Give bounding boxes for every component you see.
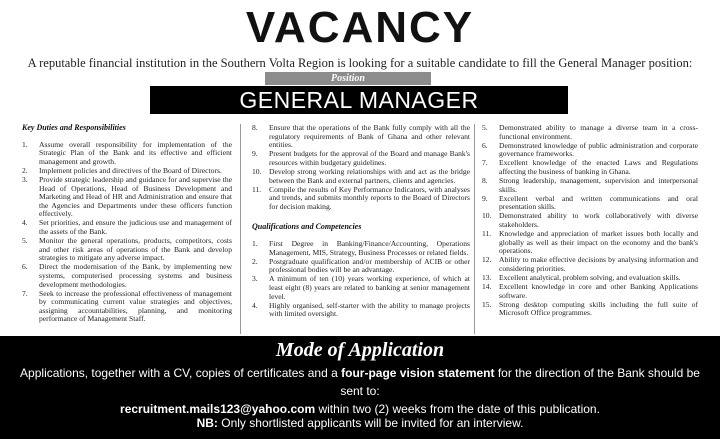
list-item [482,124,698,141]
position-title-banner: GENERAL MANAGER [150,86,568,114]
list-item-number: 10. [252,166,262,176]
column-divider [240,124,241,334]
list-item-text: Demonstrated ability to work collaboratively with diverse stakeholders. [499,211,698,230]
list-item [22,237,232,263]
list-item [252,258,470,275]
apply-text-3: within two (2) weeks from the date of this publication. [315,402,600,416]
duties-column-2 [252,124,470,319]
vacancy-title: VACANCY [245,3,475,52]
list-item-text: Ability to make effective decisions by analysing information and considering priorities. [499,255,698,273]
list-item [22,176,232,219]
list-item-text: Monitor the general operations, products, competitors, costs and other risk areas of operations of the Bank and develop strategies to mitigate any adverse impact. [39,236,232,263]
qualifications-list [252,240,470,319]
list-item-text: Demonstrated ability to manage a diverse team in a cross-functional environment. [499,123,698,141]
list-item-text: Direct the modernisation of the Bank, by implementing new systems, computerised processing systems and business development methodologies. [39,262,232,289]
application-instructions [20,364,700,418]
list-item-text: Strong desktop computing skills including the full suite of Microsoft Office programmes. [499,299,698,318]
list-item-text: First Degree in Banking/Finance/Accounting, Operations Management, MIS, Strategy, Business Processes or related fields. [269,239,470,257]
list-item-text: Excellent knowledge in core and other Banking Applications software. [499,282,698,300]
list-item-number: 7. [22,288,28,298]
list-item-number: 5. [22,236,28,246]
list-item [252,275,470,301]
application-footer [0,336,720,439]
list-item-number: 4. [252,300,258,310]
list-item [482,142,698,159]
shortlist-note [0,415,720,431]
list-item-number: 1. [22,139,28,149]
qualifications-heading: Qualifications and Competencies [252,222,362,232]
apply-text-2: for the direction of the Bank should be sent to: [340,366,700,398]
position-label: Position [265,72,431,85]
column-divider [474,124,475,334]
list-item-text: Seek to increase the professional effectiveness of management by communicating current value strategies and objectives, assigning accountabilities, planning, and monitoring performance of Management Staff. [39,288,232,324]
list-item-number: 7. [482,158,488,168]
list-item-number: 6. [22,262,28,272]
note-label: NB: [196,416,218,430]
list-item-number: 5. [482,123,488,132]
list-item-number: 9. [482,193,488,203]
list-item [252,186,470,212]
list-item-text: Knowledge and appreciation of market issues both locally and globally as well as their impact on the economy and the bank's operations. [499,229,698,256]
duties-list-continued [252,124,470,211]
apply-text-1: Applications, together with a CV, copies of certificates and a [20,366,342,380]
list-item-text: Highly organised, self-starter with the ability to manage projects with limited oversight. [269,300,470,319]
list-item-number: 15. [482,299,492,309]
list-item-number: 13. [482,273,492,283]
list-item-number: 2. [252,256,258,266]
mode-of-application-heading: Mode of Application [275,339,445,361]
list-item [482,159,698,176]
list-item-text: Ensure that the operations of the Bank fully comply with all the regulatory requirements of Bank of Ghana and other relevant entities. [269,123,470,150]
list-item-number: 8. [252,123,258,132]
list-item [22,219,232,236]
list-item [22,141,232,167]
list-item [22,290,232,324]
list-item-text: Set priorities, and ensure the judicious use and management of the assets of the Bank. [39,218,232,237]
list-item-number: 6. [482,140,488,150]
list-item-text: Present budgets for the approval of the Board and manage Bank's resources within budgetary guidelines. [269,149,470,167]
note-text: Only shortlisted applicants will be invited for an interview. [217,416,524,430]
list-item-number: 4. [22,218,28,228]
list-item-text: Assume overall responsibility for implementation of the Strategic Plan of the Bank and its effective and efficient management and growth. [39,139,232,166]
list-item-number: 14. [482,282,492,292]
list-item-number: 10. [482,211,492,221]
list-item [252,240,470,257]
list-item [482,212,698,229]
list-item-text: Excellent knowledge of the enacted Laws and Regulations affecting the business of banking in Ghana. [499,158,698,176]
list-item-text: Implement policies and directives of the Board of Directors. [39,165,222,175]
list-item-number: 12. [482,255,492,265]
list-item-text: Demonstrated knowledge of public administration and corporate governance frameworks. [499,140,698,159]
intro-text: A reputable financial institution in the Southern Volta Region is looking for a suitable candidate to fill the General Manager position: [27,56,693,70]
qualifications-column [482,124,698,319]
list-item-text: Postgraduate qualification and/or membership of ACIB or other professional bodies will be an advantage. [269,256,470,275]
list-item-number: 2. [22,165,28,175]
list-item-number: 3. [252,274,258,284]
list-item-number: 8. [482,176,488,186]
list-item [22,263,232,289]
list-item-text: Provide strategic leadership and guidance for and supervise the Head of Operations, Head of Business Development and Marketing and Head of HR and Administration and ensure that the Agencies and Departments under these officers function effectively. [39,174,232,219]
list-item-text: Compile the results of Key Performance Indicators, with analyses and trends, and submits monthly reports to the Board of Directors for decision making. [269,184,470,211]
list-item [482,256,698,273]
qualifications-list-continued [482,124,698,318]
duties-list [22,141,232,324]
list-item-number: 3. [22,174,28,184]
list-item-text: Excellent verbal and written communications and oral presentation skills. [499,193,698,212]
application-email[interactable]: recruitment.mails123@yahoo.com [120,402,316,416]
list-item [482,230,698,256]
list-item [482,301,698,318]
list-item [252,124,470,150]
list-item-text: A minimum of ten (10) years working experience, of which at least eight (8) years are related to banking at senior management level. [269,274,470,301]
list-item [252,168,470,185]
list-item-text: Strong leadership, management, supervision and interpersonal skills. [499,176,698,194]
list-item [482,177,698,194]
vision-statement-text: four-page vision statement [341,366,495,380]
list-item-number: 11. [482,229,492,239]
list-item [252,150,470,167]
list-item [482,283,698,300]
duties-column-1 [22,124,232,325]
list-item-number: 9. [252,149,258,159]
list-item [252,302,470,319]
duties-heading: Key Duties and Responsibilities [22,123,126,132]
list-item-number: 11. [252,184,262,194]
list-item-text: Develop strong working relationships with and act as the bridge between the Bank and external partners, clients and agencies. [269,166,470,185]
list-item-text: Excellent analytical, problem solving, and evaluation skills. [499,273,681,283]
list-item [482,195,698,212]
list-item-number: 1. [252,239,258,249]
